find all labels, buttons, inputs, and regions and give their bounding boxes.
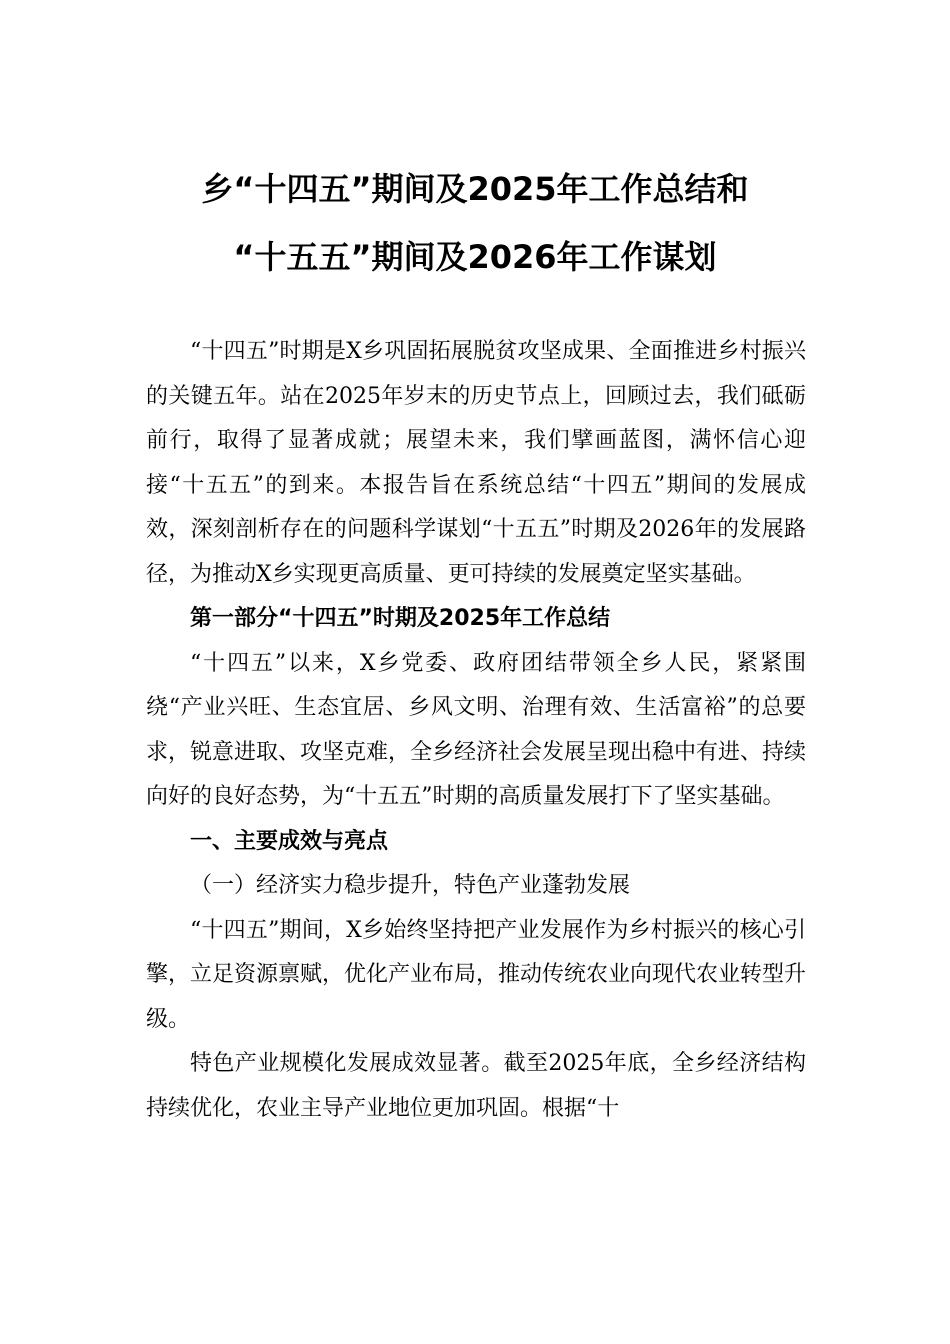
subsection1-paragraph: “十四五”期间，X乡始终坚持把产业发展作为乡村振兴的核心引擎，立足资源禀赋，优化产业布局，推动传统农业向现代农业转型升级。: [146, 917, 807, 1032]
intro-paragraph: “十四五”时期是X乡巩固拓展脱贫攻坚成果、全面推进乡村振兴的关键五年。站在2025年岁末的历史节点上，回顾过去，我们砥砺前行，取得了显著成就；展望未来，我们擘画蓝图，满怀信心迎接“十五五”的到来。本报告旨在系统总结“十四五”期间的发展成效，深刻剖析存在的问题科学谋划“十五五”时期及2026年的发展路径，为推动X乡实现更高质量、更可持续的发展奠定坚实基础。: [146, 339, 806, 587]
section1-heading: 一、主要成效与亮点: [190, 828, 389, 854]
document-title-line-2: “十五五”期间及2026年工作谋划: [233, 238, 717, 276]
part1-paragraph: “十四五”以来，X乡党委、政府团结带领全乡人民，紧紧围绕“产业兴旺、生态宜居、乡风文明、治理有效、生活富裕”的总要求，锐意进取、攻坚克难，全乡经济社会发展呈现出稳中有进、持续向好的良好态势，为“十五五”时期的高质量发展打下了坚实基础。: [146, 650, 807, 809]
document-title-line-1: 乡“十四五”期间及2025年工作总结和: [201, 170, 749, 208]
subsection1-paragraph-2: 特色产业规模化发展成效显著。截至2025年底，全乡经济结构持续优化，农业主导产业地位更加巩固。根据“十: [146, 1051, 806, 1121]
subsection1-heading: （一）经济实力稳步提升，特色产业蓬勃发展: [190, 873, 631, 898]
part1-heading: 第一部分“十四五”时期及2025年工作总结: [190, 606, 611, 631]
document-body: [146, 330, 806, 1131]
